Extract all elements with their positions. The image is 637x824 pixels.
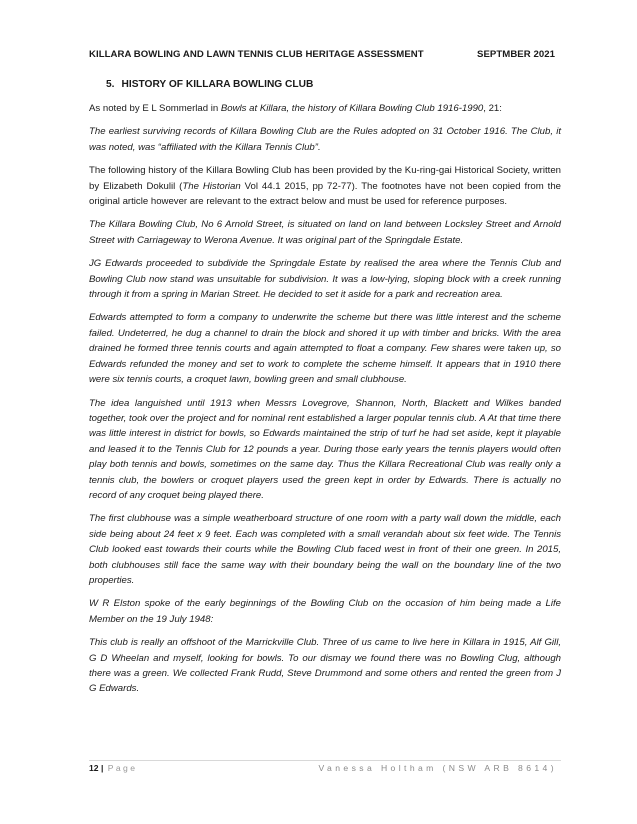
header-title: KILLARA BOWLING AND LAWN TENNIS CLUB HERITAGE ASSESSMENT	[89, 49, 424, 60]
main-content	[89, 78, 561, 705]
footer-author: Vanessa Holtham (NSW ARB 8614)	[318, 763, 557, 773]
history-paragraph: The idea languished until 1913 when Messrs Lovegrove, Shannon, North, Blackett and Wilkes banded together, took over the project and for nominal rent established a larger popular tennis club. A At that time there was little interest in district for bowls, so Edwards maintained the strip of turf he had set aside, kept it playable and leased it to the Tennis Club for 12 pounds a year. During those early years the tennis players would often play both tennis and bowls, sometimes on the same day. Thus the Killara Recreational Club was really only a tennis club, the bowlers or croquet players used the green kept in order by Edwards. There is actually no record of any croquet being played there.	[89, 397, 561, 501]
page-label: Page	[107, 763, 138, 773]
history-intro-paragraph	[89, 163, 561, 209]
page-number-block	[89, 763, 137, 773]
footer-row	[89, 763, 561, 781]
history-paragraph: Edwards attempted to form a company to underwrite the scheme but there was little interest and the scheme failed. Undeterred, he dug a channel to drain the block and shored it up with timber and bricks. With the area drained he formed three tennis courts and again attempted to float a company. Few shares were taken up, so Edwards refunded the money and set to work to complete the scheme himself. It appears that in 1910 there were six tennis courts, a croquet lawn, bowling green and small clubhouse.	[89, 312, 561, 386]
page-footer	[89, 760, 561, 781]
section-title: HISTORY OF KILLARA BOWLING CLUB	[121, 79, 314, 90]
intro-prefix: As noted by E L Sommerlad in	[89, 103, 221, 114]
history-intro-prefix: The following history of the Killara Bowling Club has been provided by the Ku-ring-gai Historical Society, written by Elizabeth Dokulil (	[89, 165, 561, 192]
intro-book-title: Bowls at Killara, the history of Killara Bowling Club 1916-1990	[220, 103, 484, 114]
quote-paragraph: The earliest surviving records of Killara Bowling Club are the Rules adopted on 31 October 1916. The Club, it was noted, was “affiliated with the Killara Tennis Club”.	[89, 126, 561, 153]
section-number: 5.	[106, 79, 115, 90]
history-paragraph: The Killara Bowling Club, No 6 Arnold Street, is situated on land on land between Locksley Street and Arnold Street with Carriageway to Werona Avenue. It was original part of the Springdale Estate.	[89, 219, 561, 246]
page-separator: |	[98, 763, 106, 773]
history-paragraph: W R Elston spoke of the early beginnings of the Bowling Club on the occasion of him being made a Life Member on the 19 July 1948:	[89, 598, 561, 625]
intro-paragraph	[89, 101, 561, 116]
header-date: SEPTMBER 2021	[477, 49, 555, 60]
history-intro-suffix: Vol 44.1 2015, pp 72-77). The footnotes have not been copied from the original article however are relevant to the extract below and must be used for reference purposes.	[89, 180, 561, 208]
history-paragraph: This club is really an offshoot of the Marrickville Club. Three of us came to live here in Killara in 1915, Alf Gill, G D Wheelan and myself, looking for bowls. To our dismay we found there was no Bowling Clug, although there was a green. We collected Frank Rudd, Steve Drummond and some others and rented the green from J G Edwards.	[89, 637, 561, 695]
history-intro-journal: The Historian	[182, 180, 241, 192]
page-number: 12	[89, 763, 99, 773]
history-paragraph: JG Edwards proceeded to subdivide the Springdale Estate by realised the area where the Tennis Club and Bowling Club now stand was unsuitable for subdivision. It was a low-lying, sloping block with a creek running through it from a spring in Marian Street. He decided to set it aside for a park and recreation area.	[89, 258, 561, 301]
history-paragraph: The first clubhouse was a simple weatherboard structure of one room with a party wall down the middle, each side being about 24 feet x 9 feet. Each was completed with a small verandah about six feet wide. The Tennis Club looked east towards their courts while the Bowling Club faced west in front of their one green. In 2015, both clubhouses still face the same way with their boundary being the wall on the boundary line of the two properties.	[89, 513, 561, 586]
intro-suffix: , 21:	[483, 103, 502, 114]
section-heading	[89, 78, 561, 92]
